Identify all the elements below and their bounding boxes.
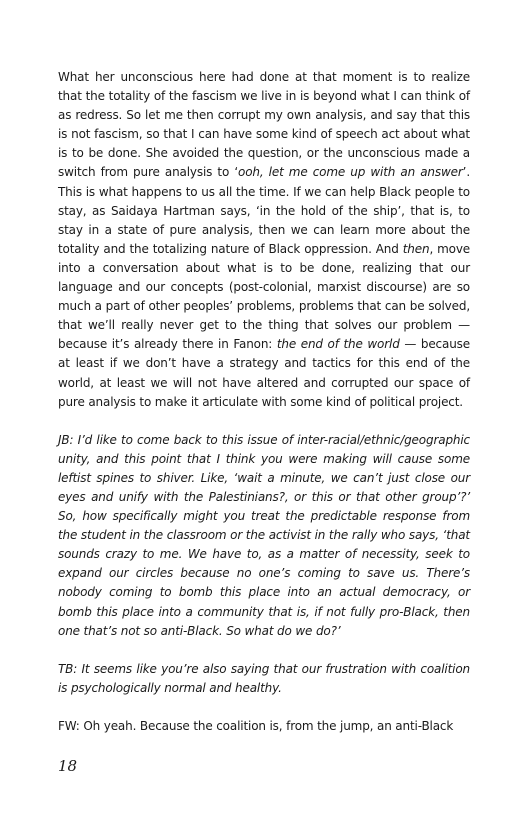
paragraph-jb-question: JB: I’d like to come back to this issue of inter-racial/ethnic/geographic unity, and this point that I think you were making will cause some leftist spines to shiver. Like, ‘wait a minute, we can’t just close our eyes and unify with the Palestinians?, or this or that other group’?’ So, how specifically might you treat the predictable response from the student in the classroom or the activist in the rally who says, ‘that sounds crazy to me. We have to, as a matter of necessity, seek to expand our circles because no one’s coming to save us. There’s nobody coming to bomb this place into an actual democracy, or bomb this place into a community that is, if not fully pro-Black, then one that’s not so anti-Black. So what do we do?’	[58, 432, 470, 638]
page-number: 18	[58, 757, 78, 775]
emphasis-run: then	[402, 241, 430, 256]
text-run: — because at least if we don’t have a strategy and tactics for this end of the world, at least we will not have altered and corrupted our space of pure analysis to make it articulate with some kind of political project.	[58, 337, 470, 409]
paragraph-fw-reply: FW: Oh yeah. Because the coalition is, from the jump, an anti-Black	[58, 718, 454, 733]
paragraph-spacer	[58, 698, 470, 717]
emphasis-run: ooh, let me come up with an answer	[238, 165, 463, 180]
paragraph-spacer	[58, 641, 470, 660]
paragraph-fw-analysis	[58, 68, 470, 412]
text-run: , move into a conversation about what is to be done, realizing that our language and our concepts (post-colonial, marxist discourse) are so much a part of other peoples’ problems, problems that can be solved, that we’ll really never get to the thing that solves our problem — because it’s already there in Fanon:	[58, 241, 471, 352]
emphasis-run: the end of the world	[276, 337, 400, 352]
paragraph-spacer	[58, 412, 470, 431]
paragraph-tb-comment: TB: It seems like you’re also saying that our frustration with coalition is psychologically normal and healthy.	[58, 661, 470, 695]
text-run: ’. This is what happens to us all the time. If we can help Black people to stay, as Saidaya Hartman says, ‘in the hold of the ship’, that is, to stay in a state of pure analysis, then we can learn more about the totality and the totalizing nature of Black oppression. And	[58, 165, 470, 256]
text-run: What her unconscious here had done at that moment is to realize that the totality of the fascism we live in is beyond what I can think of as redress. So let me then corrupt my own analysis, and say that this is not fascism, so that I can have some kind of speech act about what is to be done. She avoided the question, or the unconscious made a switch from pure analysis to ‘	[58, 70, 470, 180]
page-body	[58, 68, 470, 736]
